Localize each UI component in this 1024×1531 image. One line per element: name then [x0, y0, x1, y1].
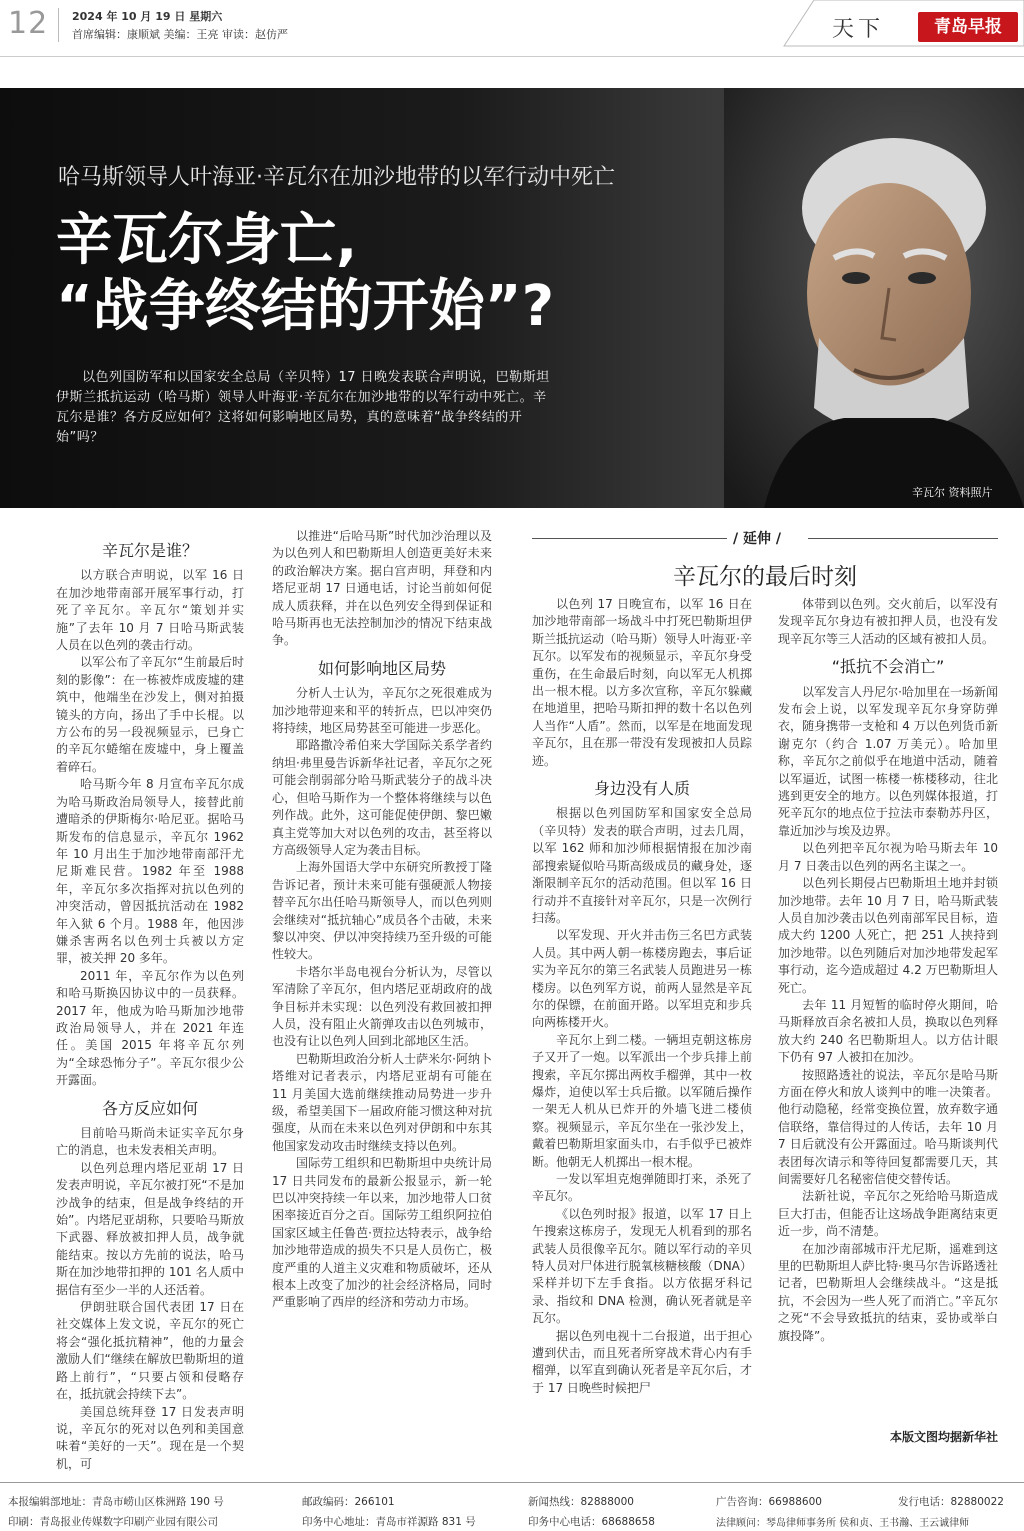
page-number: 12 [8, 6, 49, 41]
paragraph: 以军公布了辛瓦尔“生前最后时刻的影像”：在一栋被炸成废墟的建筑中，他端坐在沙发上，侧对拍摄镜头的方向，扬出了手中长棍。以方公布的另一段视频显示，已身亡的辛瓦尔蜷缩在废墟中，身上覆盖着碎石。 [56, 655, 244, 774]
extension-rule-right [808, 538, 998, 539]
extension-rule-left [532, 538, 727, 539]
paragraph: 美国总统拜登 17 日发表声明说，辛瓦尔的死对以色列和美国意味着“美好的一天”。现在是一个契机，可 [56, 1404, 244, 1471]
footer-distribution-phone: 发行电话：82880022 [898, 1496, 1004, 1508]
section-heading-reactions: 各方反应如何 [101, 1098, 198, 1118]
paragraph: 以推进“后哈马斯”时代加沙治理以及为以色列人和巴勒斯坦人创造更美好未来的政治解决方案。据白宫声明，拜登和内塔尼亚胡 17 日通电话，讨论当前如何促成人质获释，并在以色列安全得到保证和哈马斯再也无法控制加沙的情况下结束战争。 [272, 529, 492, 648]
paragraph: 辛瓦尔上到二楼。一辆坦克朝这栋房子又开了一炮。以军派出一个步兵排上前搜索，辛瓦尔掷出两枚手榴弹，其中一枚爆炸，迫使以军士兵后撤。以军随后操作一架无人机从已炸开的外墙飞进二楼侦察。视频显示，辛瓦尔坐在一张沙发上，戴着巴勒斯坦家面头巾，右手似乎已被炸断。他朝无人机掷出一根木棍。 [532, 1032, 752, 1169]
footer-ad-consult: 广告咨询：66988600 [716, 1496, 822, 1508]
portrait-photo [724, 88, 1024, 508]
column-2 [272, 528, 492, 1448]
sidebar-title: 辛瓦尔的最后时刻 [673, 564, 857, 590]
section-heading-who: 辛瓦尔是谁？ [101, 541, 198, 560]
column-1 [56, 528, 244, 1471]
section-heading-regional: 如何影响地区局势 [317, 658, 446, 678]
footer-legal-counsel: 法律顾问：琴岛律师事务所 侯和贞、王书瀚、王云诚律师 [716, 1518, 970, 1529]
paragraph: 以军发现、开火并击伤三名巴方武装人员。其中两人朝一栋楼房跑去，事后证实为辛瓦尔的第三名武装人员跑进另一栋楼房。以色列军方说，前两人显然是辛瓦尔的保镖，在前面开路。以军坦克和步兵向两栋楼开火。 [532, 928, 752, 1030]
column-3 [532, 596, 752, 1448]
paragraph: 据以色列电视十二台报道，出于担心遭到伏击，而且死者所穿战术背心内有手榴弹，以军直到确认死者是辛瓦尔后，才于 17 日晚些时候把尸 [532, 1328, 752, 1395]
paragraph: 《以色列时报》报道，以军 17 日上午搜索这栋房子，发现无人机看到的那名武装人员很像辛瓦尔。随以军行动的辛贝特人员对尸体进行脱氧核糖核酸（DNA）采样并切下左手食指。以方依据牙科记录、指纹和 DNA 检测，确认死者就是辛瓦尔。 [532, 1206, 752, 1326]
paragraph: 一发以军坦克炮弹随即打来，杀死了辛瓦尔。 [532, 1172, 752, 1204]
paragraph: 法新社说，辛瓦尔之死给哈马斯造成巨大打击，但能否让这场战争距离结束更近一步，尚不清楚。 [778, 1189, 998, 1239]
column-4 [778, 596, 998, 1426]
editors-line: 首席编辑：康顺斌 美编：王亮 审读：赵仿严 [72, 28, 288, 41]
paragraph: 伊朗驻联合国代表团 17 日在社交媒体上发文说，辛瓦尔的死亡将会“强化抵抗精神”，他的力量会激励人们“继续在解放巴勒斯坦的道路上前行”，“只要占领和侵略存在，抵抗就会持续下去”。 [56, 1300, 244, 1402]
section-name: 天下 [832, 17, 885, 42]
issue-date: 2024 年 10 月 19 日 星期六 [72, 10, 223, 23]
headline-line-1: 辛瓦尔身亡, [56, 208, 358, 273]
paragraph: 按照路透社的说法，辛瓦尔是哈马斯方面在停火和放人谈判中的唯一决策者。他行动隐秘，经常变换位置，放弃数字通信联络，靠信得过的人传话，去年 10 月 7 日后就没有公开露面过。哈马斯谈判代表团每次请示和等待回复都需要几天，其间需要好几名秘密信使交替传话。 [778, 1067, 998, 1186]
footer-print-center-phone: 印务中心电话：68688658 [528, 1516, 655, 1528]
paragraph: 国际劳工组织和巴勒斯坦中央统计局 17 日共同发布的最新公报显示，新一轮巴以冲突持续一年以来，加沙地带人口贫困率接近百分之百。国际劳工组织阿拉伯国家区域主任鲁芭·贾拉达特表示，战争给加沙地带造成的损失不只是人员伤亡，极度严重的人道主义灾难和物质破坏，还从根本上改变了加沙的社会经济格局，同时严重影响了西岸的经济和劳动力市场。 [272, 1156, 492, 1310]
headline-line-2: “战争终结的开始”? [56, 274, 555, 339]
paragraph: 以色列总理内塔尼亚胡 17 日发表声明说，辛瓦尔被打死“不是加沙战争的结束，但是战争终结的开始”。内塔尼亚胡称，只要哈马斯放下武器、释放被扣押人员，战争就能结束。按以方先前的说法，哈马斯在加沙地带扣押的 101 名人质中据信有至少一半的人还活着。 [56, 1160, 244, 1297]
paragraph: 根据以色列国防军和国家安全总局（辛贝特）发表的联合声明，过去几周，以军 162 师和加沙师根据情报在加沙南部搜索疑似哈马斯高级成员的藏身处，逐渐限制辛瓦尔的活动范围。但以军 16 日行动并不直接针对辛瓦尔，只是一次例行扫荡。 [532, 806, 752, 925]
paragraph: 目前哈马斯尚未证实辛瓦尔身亡的消息，也未发表相关声明。 [56, 1126, 244, 1158]
section-heading-no-hostages: 身边没有人质 [593, 779, 690, 799]
extension-label: / 延伸 / [733, 531, 781, 547]
paragraph: 在加沙南部城市汗尤尼斯，遥难到这里的巴勒斯坦人萨比特·奥马尔告诉路透社记者，巴勒斯坦人会继续战斗。“这是抵抗，不会因为一些人死了而消亡。”辛瓦尔之死“不会导致抵抗的结束，妥协或举白旗投降”。 [778, 1241, 998, 1343]
paragraph: 巴勒斯坦政治分析人士萨米尔·阿纳卜塔维对记者表示，内塔尼亚胡有可能在 11 月美国大选前继续推动局势进一步升级，希望美国下一届政府能习惯这种对抗强度，从而在未来以色列对伊朗和中东其他国家发动攻击时继续支持以色列。 [272, 1051, 492, 1153]
footer-news-hotline: 新闻热线：82888000 [528, 1496, 634, 1508]
footer-print-center-address: 印务中心地址：青岛市祥源路 831 号 [302, 1516, 476, 1528]
paragraph: 以色列 17 日晚宣布，以军 16 日在加沙地带南部一场战斗中打死巴勒斯坦伊斯兰抵抗运动（哈马斯）领导人叶海亚·辛瓦尔。以军发布的视频显示，辛瓦尔身受重伤，在生命最后时刻，向以军无人机掷出一根木棍。以方多次宣称，辛瓦尔躲藏在地道里，把哈马斯扣押的数十名以色列人当作“人盾”。然而，以军是在地面发现辛瓦尔，且在那一带没有发现被扣人员踪迹。 [532, 597, 752, 768]
paragraph: 以军发言人丹尼尔·哈加里在一场新闻发布会上说，以军发现辛瓦尔身穿防弹衣，随身携带一支枪和 4 万以色列货币新谢克尔（约合 1.07 万美元）。哈加里称，辛瓦尔之前似乎在地道中活动，随着以军逼近，试图一栋楼一栋楼移动，往北逃到更安全的地方。以色列媒体报道，打死辛瓦尔的地点位于拉法市泰勒苏丹区，靠近加沙与埃及边界。 [778, 684, 998, 838]
intro-paragraph: 以色列国防军和以国家安全总局（辛贝特）17 日晚发表联合声明说，巴勒斯坦伊斯兰抵抗运动（哈马斯）领导人叶海亚·辛瓦尔在加沙地带的以军行动中死亡。辛瓦尔是谁？各方反应如何？这将如何影响地区局势，真的意味着“战争终结的开始”吗？ [56, 370, 550, 445]
header-divider [58, 8, 59, 42]
paragraph: 体带到以色列。交火前后，以军没有发现辛瓦尔身边有被扣押人员，也没有发现辛瓦尔等三人活动的区域有被扣人员。 [778, 597, 998, 646]
source-credit: 本版文图均据新华社 [889, 1430, 998, 1444]
paragraph: 分析人士认为，辛瓦尔之死很难成为加沙地带迎来和平的转折点，巴以冲突仍将持续，地区局势甚至可能进一步恶化。 [272, 686, 492, 736]
footer-address: 本报编辑部地址：青岛市崂山区株洲路 190 号 [8, 1496, 224, 1508]
paragraph: 以色列长期侵占巴勒斯坦土地并封锁加沙地带。去年 10 月 7 日，哈马斯武装人员自加沙袭击以色列南部军民目标，造成大约 1200 人死亡，把 251 人挟持到加沙地带。以色列随后对加沙地带发起军事行动，迄今造成超过 4.2 万巴勒斯坦人死亡。 [778, 876, 998, 995]
footer-rule [0, 1482, 1024, 1483]
paragraph: 哈马斯今年 8 月宣布辛瓦尔成为哈马斯政治局领导人，接替此前遭暗杀的伊斯梅尔·哈尼亚。据哈马斯发布的信息显示，辛瓦尔 1962 年 10 月出生于加沙地带南部汗尤尼斯难民营。1982 年至 1988 年，辛瓦尔多次指挥对抗以色列的冲突活动，曾因抵抗活动在 1982 年入狱 6 个月。1988 年，他因涉嫌杀害两名以色列士兵被以方定罪，被关押 20 多年。 [56, 777, 244, 966]
footer-postcode: 邮政编码：266101 [302, 1496, 395, 1508]
hero-banner [0, 88, 1024, 508]
paragraph: 上海外国语大学中东研究所教授丁隆告诉记者，预计未来可能有强硬派人物接替辛瓦尔出任哈马斯领导人，而以色列则会继续对“抵抗轴心”成员各个击破，未来黎以冲突、伊以冲突持续乃至升级的可能性较大。 [272, 860, 492, 962]
paragraph: 2011 年，辛瓦尔作为以色列和哈马斯换囚协议中的一员获释。2017 年，他成为哈马斯加沙地带政治局领导人，并在 2021 年连任。美国 2015 年将辛瓦尔列为“全球恐怖分子”。辛瓦尔很少公开露面。 [56, 968, 244, 1088]
subheadline: 哈马斯领导人叶海亚·辛瓦尔在加沙地带的以军行动中死亡 [58, 165, 615, 190]
section-heading-resistance: “抵抗不会消亡” [831, 657, 945, 677]
paragraph: 耶路撒冷希伯来大学国际关系学者约纳坦·弗里曼告诉新华社记者，辛瓦尔之死可能会削弱部分哈马斯武装分子的战斗决心，但哈马斯作为一个整体将继续与以色列作战。此外，这可能促使伊朗、黎巴嫩真主党等加大对以色列的攻击，甚至将以方高级领导人定为袭击目标。 [272, 738, 492, 857]
photo-caption: 辛瓦尔 资料照片 [912, 486, 993, 499]
paragraph: 去年 11 月短暂的临时停火期间，哈马斯释放百余名被扣人员，换取以色列释放大约 240 名巴勒斯坦人。以方估计眼下仍有 97 人被扣在加沙。 [778, 997, 998, 1065]
header-rule [0, 56, 1024, 57]
paragraph: 以色列把辛瓦尔视为哈马斯去年 10 月 7 日袭击以色列的两名主谋之一。 [778, 841, 998, 873]
paragraph: 以方联合声明说，以军 16 日在加沙地带南部开展军事行动，打死了辛瓦尔。辛瓦尔“策划并实施”了去年 10 月 7 日哈马斯武装人员在以色列的袭击行动。 [56, 568, 244, 653]
footer-printer: 印刷：青岛报业传媒数字印刷产业园有限公司 [8, 1516, 218, 1528]
newspaper-logo: 青岛早报 [918, 12, 1018, 42]
paragraph: 卡塔尔半岛电视台分析认为，尽管以军清除了辛瓦尔，但内塔尼亚胡政府的战争目标并未实现：以色列没有救回被扣押人员，没有阻止火箭弹攻击以色列城市，也没有让以色列人回到北部地区生活。 [272, 964, 492, 1049]
